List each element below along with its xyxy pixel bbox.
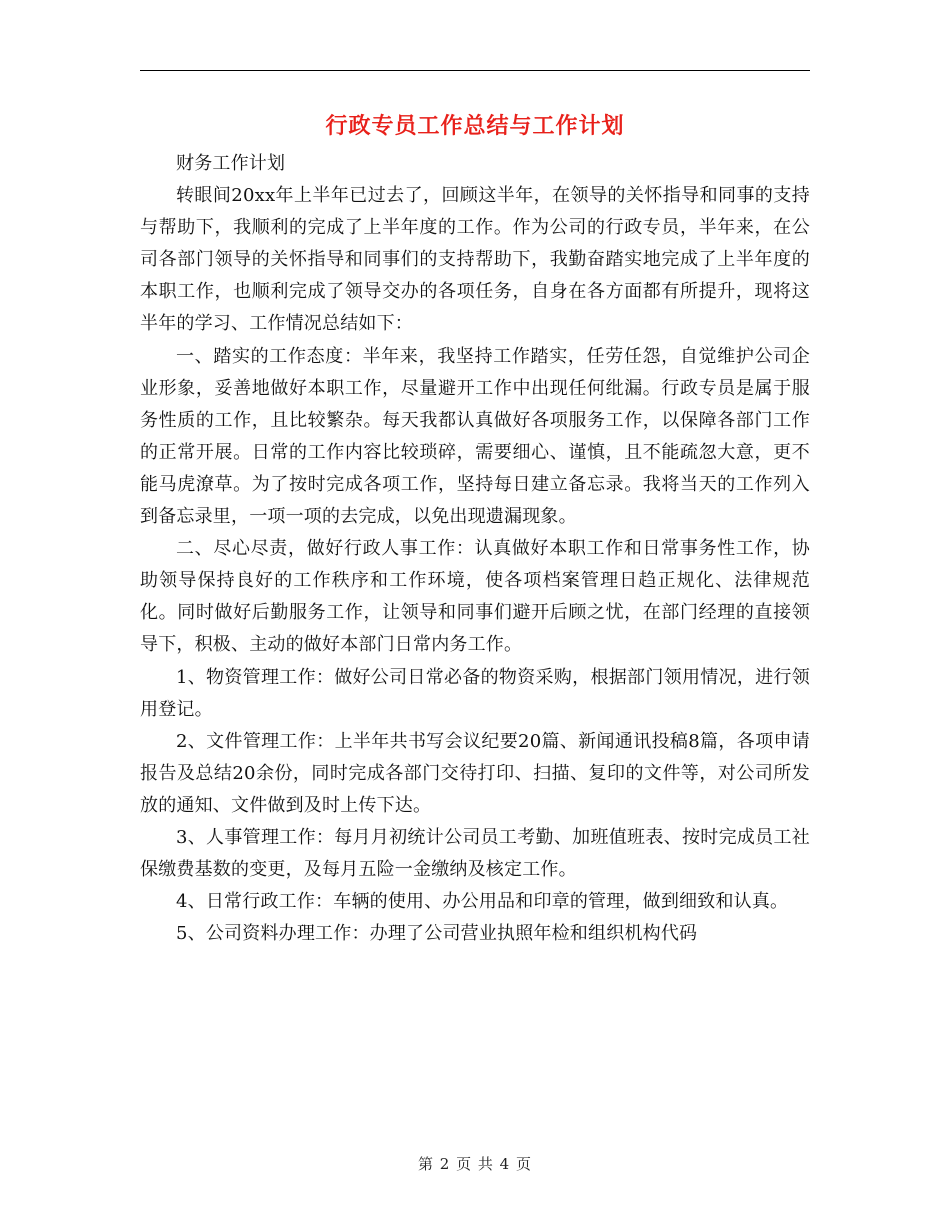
document-body bbox=[140, 148, 810, 950]
document-title: 行政专员工作总结与工作计划 bbox=[325, 113, 625, 139]
section-heading: 财务工作计划 bbox=[176, 153, 286, 174]
paragraph-work-attitude: 一、踏实的工作态度：半年来，我坚持工作踏实，任劳任怨，自觉维护公司企业形象，妥善地做好本职工作，尽量避开工作中出现任何纰漏。行政专员是属于服务性质的工作，且比较繁杂。每天我都认真做好各项服务工作，以保障各部门工作的正常开展。日常的工作内容比较琐碎，需要细心、谨慎，且不能疏忽大意，更不能马虎潦草。为了按时完成各项工作，坚持每日建立备忘录。我将当天的工作列入到备忘录里，一项一项的去完成，以免出现遗漏现象。 bbox=[140, 345, 810, 528]
page-number-footer: 第 2 页 共 4 页 bbox=[418, 1155, 532, 1173]
header-rule bbox=[140, 70, 810, 71]
intro-paragraph: 转眼间20xx年上半年已过去了，回顾这半年，在领导的关怀指导和同事的支持与帮助下，我顺利的完成了上半年度的工作。作为公司的行政专员，半年来，在公司各部门领导的关怀指导和同事们的支持帮助下，我勤奋踏实地完成了上半年度的本职工作，也顺利完成了领导交办的各项任务，自身在各方面都有所提升，现将这半年的学习、工作情况总结如下： bbox=[140, 185, 810, 335]
list-item-company-records: 5、公司资料办理工作：办理了公司营业执照年检和组织机构代码 bbox=[176, 923, 698, 945]
list-item-materials: 1、物资管理工作：做好公司日常必备的物资采购，根据部门领用情况，进行领用登记。 bbox=[140, 666, 810, 720]
list-item-daily-admin: 4、日常行政工作：车辆的使用、办公用品和印章的管理，做到细致和认真。 bbox=[176, 891, 789, 913]
list-item-personnel: 3、人事管理工作：每月月初统计公司员工考勤、加班值班表、按时完成员工社保缴费基数的变更，及每月五险一金缴纳及核定工作。 bbox=[140, 826, 810, 881]
list-item-documents: 2、文件管理工作：上半年共书写会议纪要20篇、新闻通讯投稿8篇，各项申请报告及总结20余份，同时完成各部门交待打印、扫描、复印的文件等，对公司所发放的通知、文件做到及时上传下达。 bbox=[140, 730, 810, 816]
paragraph-admin-hr: 二、尽心尽责，做好行政人事工作：认真做好本职工作和日常事务性工作，协助领导保持良好的工作秩序和工作环境，使各项档案管理日趋正规化、法律规范化。同时做好后勤服务工作，让领导和同事们避开后顾之忧，在部门经理的直接领导下，积极、主动的做好本部门日常内务工作。 bbox=[140, 538, 810, 656]
